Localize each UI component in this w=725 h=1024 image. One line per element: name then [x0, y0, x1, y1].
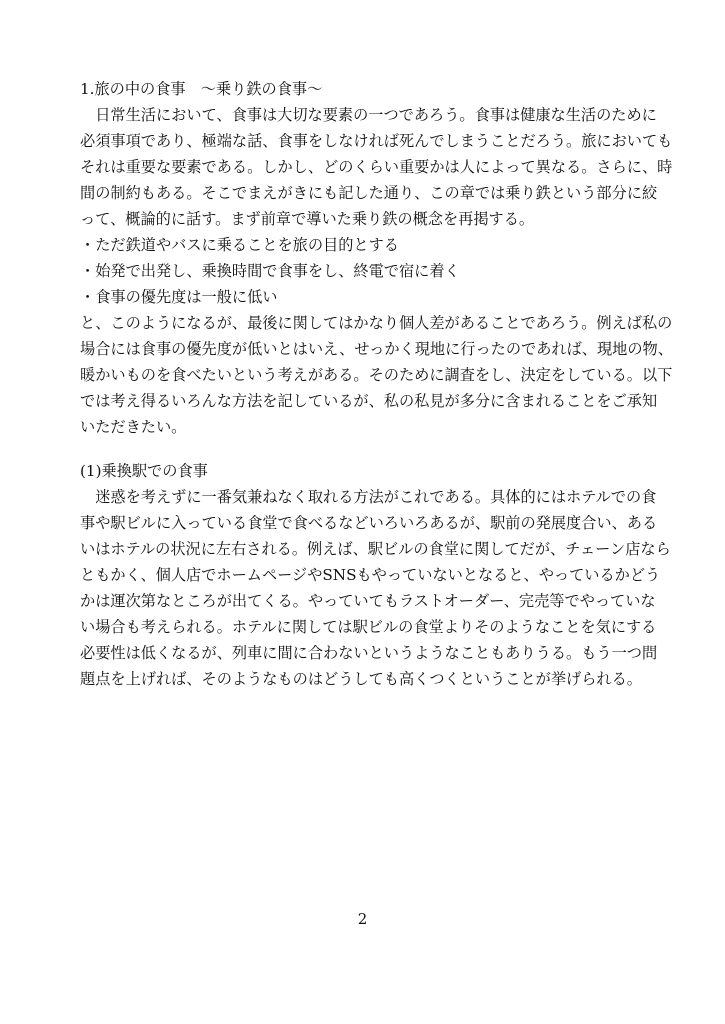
page-number: 2: [357, 910, 368, 928]
section-heading: 1.旅の中の食事 ～乗り鉄の食事～: [80, 80, 323, 98]
paragraph-line: 必要性は低くなるが、列車に間に合わないというようなこともありうる。もう一つ問: [80, 644, 658, 662]
paragraph-line: 迷惑を考えずに一番気兼ねなく取れる方法がこれである。具体的にはホテルでの食: [80, 488, 657, 506]
paragraph-line: 事や駅ビルに入っている食堂で食べるなどいろいろあるが、駅前の発展度合い、ある: [80, 514, 658, 532]
bullet-item: ・始発で出発し、乗換時間で食事をし、終電で宿に着く: [80, 262, 460, 280]
paragraph-line: 必須事項であり、極端な話、食事をしなければ死んでしまうことだろう。旅においても: [80, 132, 673, 150]
paragraph-line: って、概論的に話す。まず前章で導いた乗り鉄の概念を再掲する。: [80, 210, 535, 228]
paragraph-line: いはホテルの状況に左右される。例えば、駅ビルの食堂に関してだが、チェーン店なら: [80, 540, 671, 558]
paragraph-line: 題点を上げれば、そのようなものはどうしても高くつくということが挙げられる。: [80, 670, 642, 688]
paragraph-line: ともかく、個人店でホームページやSNSもやっていないとなると、やっているかどう: [80, 566, 661, 584]
section-heading: (1)乗換駅での食事: [80, 462, 208, 480]
bullet-item: ・食事の優先度は一般に低い: [80, 288, 278, 306]
paragraph-line: 暖かいものを食べたいという考えがある。そのために調査をし、決定をしている。以下: [80, 366, 673, 384]
paragraph-line: 日常生活において、食事は大切な要素の一つであろう。食事は健康な生活のために: [80, 106, 657, 124]
paragraph-line: い場合も考えられる。ホテルに関しては駅ビルの食堂よりそのようなことを気にする: [80, 618, 657, 636]
paragraph-line: かは運次第なところが出てくる。やっていてもラストオーダー、完売等でやっていな: [80, 592, 656, 610]
paragraph-line: それは重要な要素である。しかし、どのくらい重要かは人によって異なる。さらに、時: [80, 158, 673, 176]
paragraph-line: と、このようになるが、最後に関してはかなり個人差があることであろう。例えば私の: [80, 314, 673, 332]
paragraph-line: 場合には食事の優先度が低いとはいえ、せっかく現地に行ったのであれば、現地の物、: [80, 340, 673, 358]
paragraph-line: いただきたい。: [80, 418, 187, 436]
paragraph-line: では考え得るいろんな方法を記しているが、私の私見が多分に含まれることをご承知: [80, 392, 658, 410]
paragraph-line: 間の制約もある。そこでまえがきにも記した通り、この章では乗り鉄という部分に絞: [80, 184, 658, 202]
bullet-item: ・ただ鉄道やバスに乗ることを旅の目的とする: [80, 236, 399, 254]
